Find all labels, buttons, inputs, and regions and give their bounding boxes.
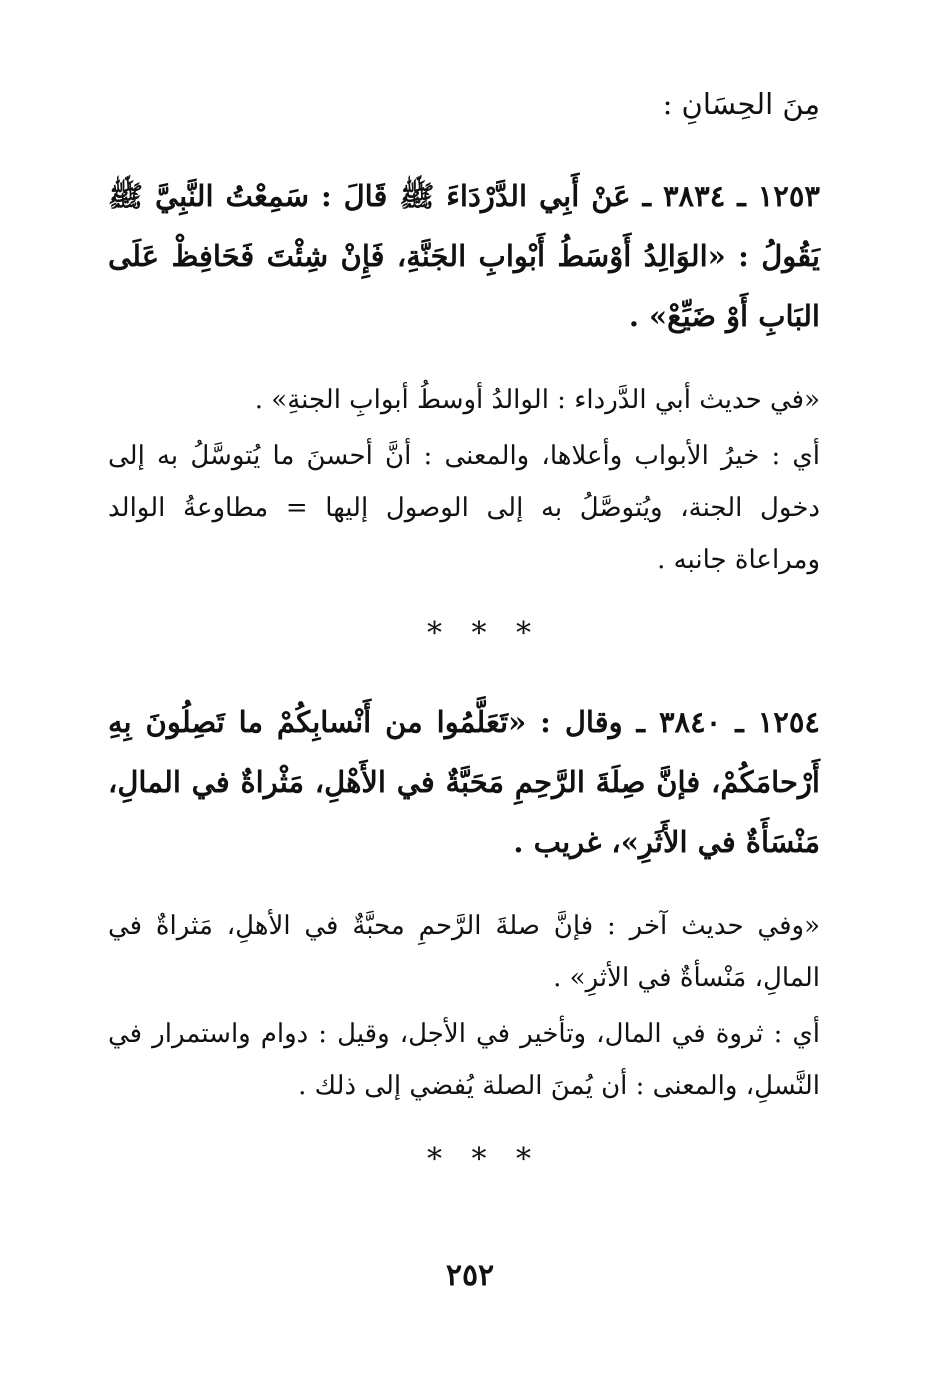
commentary-quote: «وفي حديث آخر : فإنَّ صلةَ الرَّحمِ محبَّةٌ في الأهلِ، مَثراةٌ في المالِ، مَنْسأةٌ في الأثرِ» . xyxy=(108,911,820,993)
commentary-text: أي : خيرُ الأبواب وأعلاها، والمعنى : أنَّ أحسنَ ما يُتوسَّلُ به إلى دخول الجنة، ويُتوصَّلُ به إلى الوصول إليها = مطاوعةُ الوالد ومراعاة جانبه . xyxy=(108,441,820,575)
commentary-text: أي : ثروة في المال، وتأخير في الأجل، وقيل : دوام واستمرار في النَّسلِ، والمعنى : أن يُمنَ الصلة يُفضي إلى ذلك . xyxy=(108,1019,820,1101)
section-separator: * * * xyxy=(426,616,542,651)
page-body xyxy=(108,82,820,1218)
hadith-text: ١٢٥٣ ـ ٣٨٣٤ ـ عَنْ أَبِي الدَّرْدَاءَ ﷺ قَالَ : سَمِعْتُ النَّبِيَّ ﷺ يَقُولُ : «الوَالِدُ أَوْسَطُ أَبْوابِ الجَنَّةِ، فَإِنْ شِئْتَ فَحَافِظْ عَلَى البَابِ أَوْ ضَيِّعْ» . xyxy=(108,179,820,333)
page-number: ٢٥٢ xyxy=(445,1258,495,1293)
entry-1254 xyxy=(108,692,820,1112)
entry-1253 xyxy=(108,166,820,586)
hadith-text: ١٢٥٤ ـ ٣٨٤٠ ـ وقال : «تَعَلَّمُوا من أَنْسابِكُمْ ما تَصِلُونَ بِهِ أَرْحامَكُمْ، فإنَّ صِلَةَ الرَّحِمِ مَحَبَّةٌ في الأَهْلِ، مَثْراةٌ في المالِ، مَنْسَأَةٌ في الأَثَرِ»، غريب . xyxy=(108,705,820,859)
section-separator: * * * xyxy=(426,1142,542,1177)
commentary-quote: «في حديث أبي الدَّرداء : الوالدُ أوسطُ أبوابِ الجنةِ» . xyxy=(254,385,820,415)
section-heading: مِنَ الحِسَانِ : xyxy=(662,87,820,121)
